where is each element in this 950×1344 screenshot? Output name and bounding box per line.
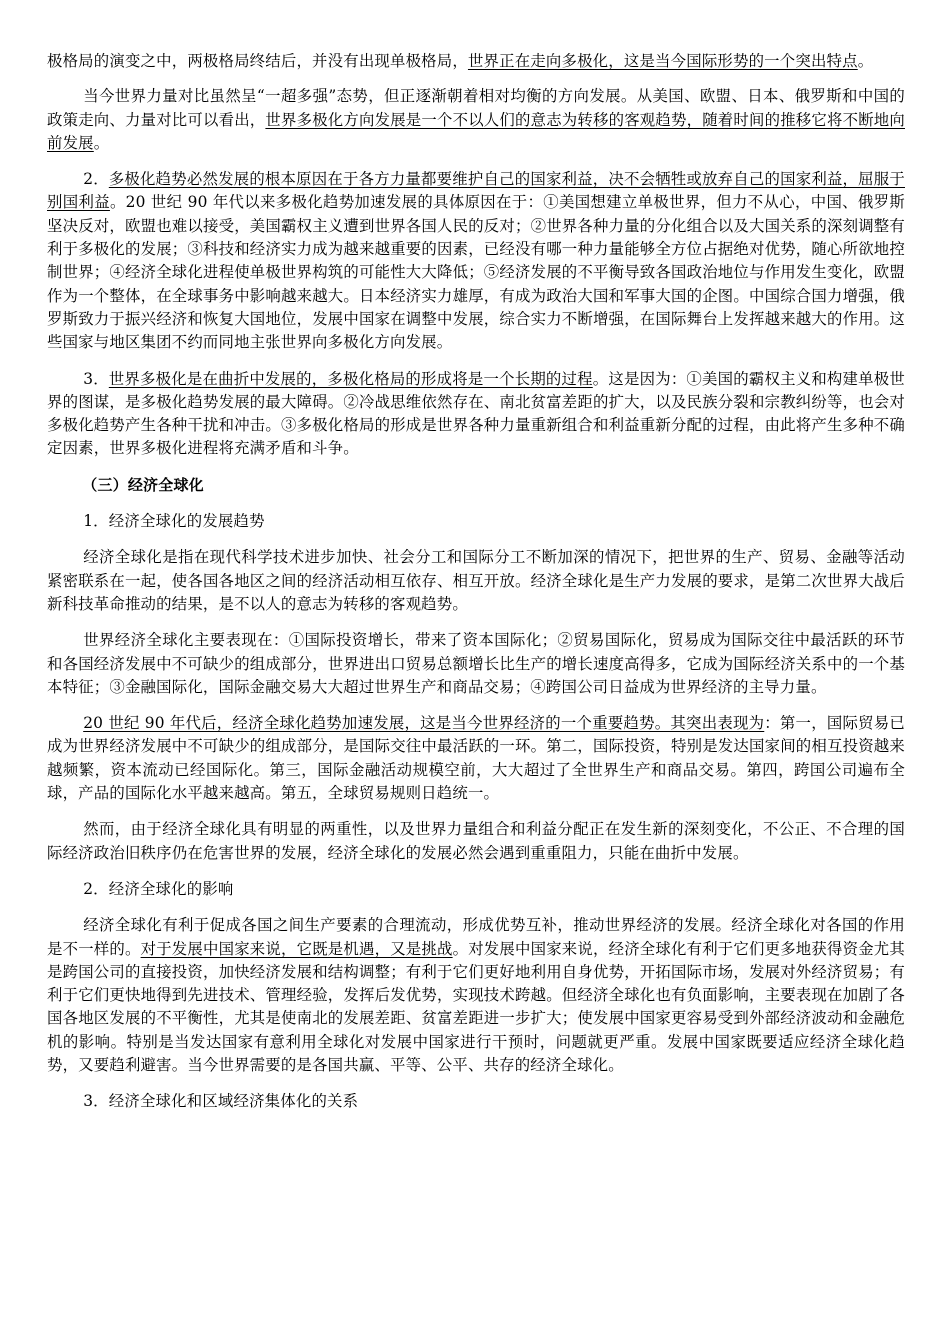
paragraph-globalization-definition: 经济全球化是指在现代科学技术进步加快、社会分工和国际分工不断加深的情况下，把世界的生产、贸易、金融等活动紧密联系在一起，使各国各地区之间的经济活动相互依存、相互开放。经济全球化是生产力发展的要求，是第二次世界大战后新科技革命推动的结果，是不以人的意志为转移的客观趋势。 [47, 548, 905, 613]
paragraph-point-2-root-cause [47, 168, 905, 354]
subheading-trend: 1．经济全球化的发展趋势 [83, 512, 265, 531]
section-heading-economic-globalization: （三）经济全球化 [82, 475, 204, 494]
subheading-regional-integration: 3．经济全球化和区域经济集体化的关系 [83, 1092, 359, 1111]
paragraph-point-3-twists [47, 368, 905, 461]
paragraph-power-balance [47, 85, 905, 155]
text: 。这是因为：①美国的霸权主义和构建单极世界的图谋，是多极化趋势发展的最大障碍。②冷战思维依然存在、南北贫富差距的扩大，以及民族分裂和宗教纠纷等，也会对多极化趋势产生各种干扰和冲击。③多极化格局的形成是世界各种力量重新组合和利益重新分配的过程，由此将产生多种不确定因素，世界多极化进程将充满矛盾和斗争。 [47, 369, 905, 458]
paragraph-1990s-acceleration [47, 712, 905, 805]
text: 当今世界力量对比虽然呈“一超多强”态势，但正逐渐朝着相对均衡的方向发展。从美国、欧盟、日本、俄罗斯和中国的政策走向、力量对比可以看出， [47, 87, 905, 129]
underlined-key-point: 多极化趋势必然发展的根本原因在于各方力量都要维护自己的国家利益，决不会牺牲或放弃自己的国家利益，屈服于别国利益 [47, 170, 905, 212]
text: 。对发展中国家来说，经济全球化有利于它们更多地获得资金尤其是跨国公司的直接投资，加快经济发展和结构调整；有利于它们更好地利用自身优势，开拓国际市场，发展对外经济贸易；有利于它们更快地得到先进技术、管理经验，发挥后发优势，实现技术跨越。但经济全球化也有负面影响，主要表现在加剧了各国各地区发展的不平衡性，尤其是使南北的发展差距、贫富差距进一步扩大；使发展中国家更容易受到外部经济波动和金融危机的影响。特别是当发达国家有意利用全球化对发展中国家进行干预时，问题就更严重。发展中国家既要适应经济全球化趋势，又要趋利避害。当今世界需要的是各国共赢、平等、公平、共存的经济全球化。 [47, 939, 905, 1074]
document-page [47, 50, 905, 1127]
underlined-key-point: 20 世纪 90 年代后，经济全球化趋势加速发展，这是当今世界经济的一个重要趋势。其突出表现为 [83, 714, 765, 733]
underlined-key-point: 世界正在走向多极化，这是当今国际形势的一个突出特点 [467, 52, 858, 70]
underlined-key-point: 世界多极化方向发展是一个不以人们的意志为转移的客观趋势，随着时间的推移它将不断地向前发展 [47, 110, 905, 152]
text: 极格局的演变之中，两极格局终结后，并没有出现单极格局， [47, 52, 468, 70]
text: 2． [83, 170, 109, 189]
text: 。 [857, 52, 874, 70]
underlined-key-point: 对于发展中国家来说，它既是机遇，又是挑战 [140, 939, 453, 958]
text: 3． [83, 369, 109, 388]
paragraph-impact-developing-countries [47, 914, 905, 1077]
text: 。 [93, 133, 110, 152]
text: 。20 世纪 90 年代以来多极化趋势加速发展的具体原因在于：①美国想建立单极世界，但力不从心，中国、俄罗斯坚决反对，欧盟也难以接受，美国霸权主义遭到世界各国人民的反对；②世界各种力量的分化组合以及大国关系的深刻调整有利于多极化的发展；③科技和经济实力成为越来越重要的因素，已经没有哪一种力量能够全方位占据绝对优势，随心所欲地控制世界；④经济全球化进程使单极世界构筑的可能性大大降低；⑤经济发展的不平衡导致各国政治地位与作用发生变化，欧盟作为一个整体，在全球事务中影响越来越大。日本经济实力雄厚，有成为政治大国和军事大国的企图。中国综合国力增强，俄罗斯致力于振兴经济和恢复大国地位，发展中国家在调整中发展，综合实力不断增强，在国际舞台上发挥越来越大的作用。这些国家与地区集团不约而同地主张世界向多极化方向发展。 [47, 193, 905, 352]
paragraph-multipolar-intro [47, 50, 905, 73]
subheading-impact: 2．经济全球化的影响 [83, 879, 234, 898]
paragraph-globalization-manifestations: 世界经济全球化主要表现在：①国际投资增长，带来了资本国际化；②贸易国际化，贸易成为国际交往中最活跃的环节和各国经济发展中不可缺少的组成部分，世界进出口贸易总额增长比生产的增长速度高得多，它成为国际经济关系中的一个基本特征；③金融国际化，国际金融交易大大超过世界生产和商品交易；④跨国公司日益成为世界经济的主导力量。 [47, 631, 905, 696]
text: ：第一，国际贸易已成为世界经济发展中不可缺少的组成部分，是国际交往中最活跃的一环。第二，国际投资，特别是发达国家间的相互投资越来越频繁，资本流动已经国际化。第三，国际金融活动规模空前，大大超过了全世界生产和商品交易。第四，跨国公司遍布全球，产品的国际化水平越来越高。第五，全球贸易规则日趋统一。 [47, 714, 905, 803]
paragraph-duality: 然而，由于经济全球化具有明显的两重性，以及世界力量组合和利益分配正在发生新的深刻变化，不公正、不合理的国际经济政治旧秩序仍在危害世界的发展，经济全球化的发展必然会遇到重重阻力，只能在曲折中发展。 [47, 820, 905, 862]
text: 经济全球化有利于促成各国之间生产要素的合理流动，形成优势互补，推动世界经济的发展。经济全球化对各国的作用是不一样的。 [47, 916, 905, 958]
underlined-key-point: 世界多极化是在曲折中发展的，多极化格局的形成将是一个长期的过程 [108, 369, 593, 388]
